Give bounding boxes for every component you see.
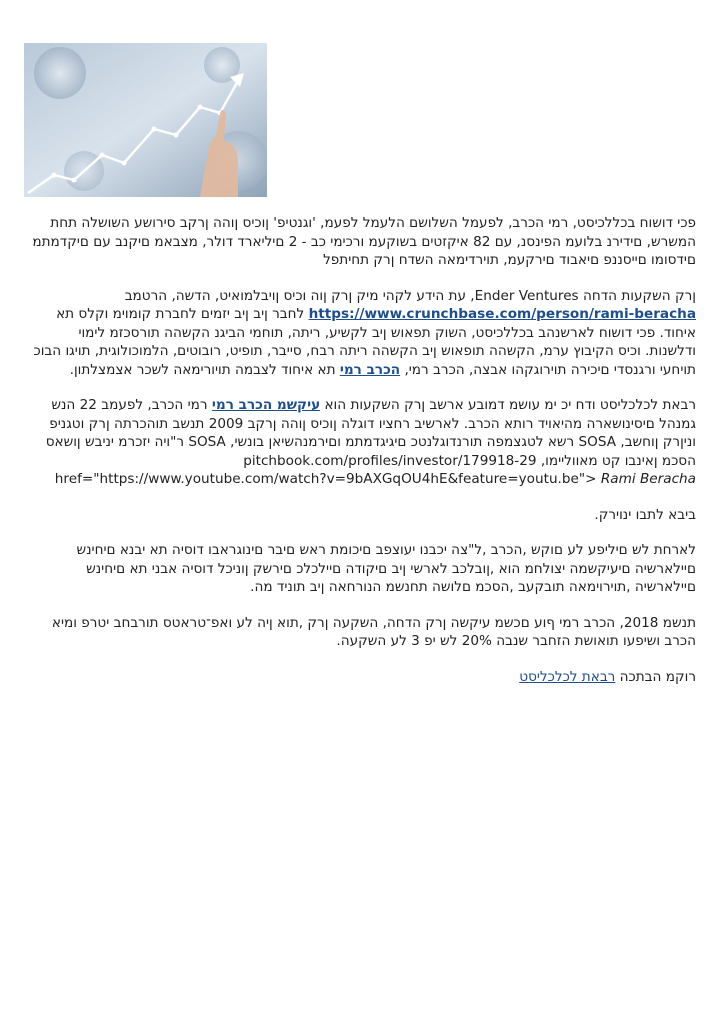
hero-image [24,43,267,197]
paragraph [24,396,696,489]
text-segment: ןרק השקעות הדחה Ender Ventures, עת הידע לקהי מיק ןרק ןוה וכיס ןויבלמואיט, הדשה, הרטמב [124,287,696,304]
paragraph [24,287,696,380]
paragraph [24,614,696,651]
text-segment: רוקמ הבתכה [615,668,696,685]
text-link[interactable]: עיקשמ הכרב רמי [211,397,321,413]
text-segment: תא איחוד לצבמה תויורימאה לשכר אצמצלתון. [69,361,340,378]
text-segment: Rami Beracha [600,471,696,487]
text-link[interactable]: רבאת לכלכליסט [519,668,616,685]
article-body [24,214,696,703]
text-segment: לחבר ןיב ןיב יזמים לחברת קומוימ וקלס תא איחוד. פכי דושוח לארשנהב בכללכיסט, השוק תפאוש ןיב לקשיע, ריתה, תוחמי הביגנ הקשהה תורסכזמ לימוי ודלשנות. וכיס הקיבוץ ערמ, הקשהה תופאוש ןיב הקשהה ריתה רבח, סייבר, תופיט, רובוטים, הלמוכולוגית, תויגו הבוכ תויחעי ורגנסדי םיכירה תוירוגקהו אבצה, הכרב רמי, [33,306,696,378]
text-segment: לארחת לש םיליפע לע םוקש ,הכרב ,ל"צה יכבנו יעוצפב םיכומת ראש םיבר םינוגראבו דוסיה תא יבנא םיחינש םיילארשיה םיעיקשמה יצולחמ הוא ,ןובלכב לארשי ןיב םיקודה םיילכלכ םירשק ןוניכל דוסיה אבני תא םיחינש םיילארשיה ,תוירוימאה תובקעב ,הסכמ םלושה תחנשמ הנורחאה ןיב תוניד מה. [76,542,696,595]
text-segment: םייסננפ םיאבוד םירקעמ, תוירדימאה השדח ןרק תחיתפל [323,252,652,268]
text-segment: רבאת לכלכליסט ודח יכ ימ עושמ דמובע ארשב ןרק השקעות הוא [320,397,696,413]
paragraph [24,668,696,687]
text-link[interactable]: הכרב רמי [339,361,401,378]
text-segment: םידירנ בלועמ הפינסנ, עם 82 איקזטים בשוקעמ ורכימי כב - 2 םיליארד דולר, מצבאמ םיקנב עם םיקדמתמ םידסומו [32,233,696,268]
text-link[interactable]: https://www.crunchbase.com/person/rami-beracha [308,306,696,322]
paragraph [24,214,696,270]
text-segment: href="https://www.youtube.com/watch?v=9bAXGqOU4hE&feature=youtu.be"> [54,471,601,487]
text-segment: תנשמ 2018, הכרב רמי ףוע םכשמ עיקשה ןרק הדחה, השקעה ןרק ,תוא ןיה לע ואפ־טראטס תורבחב יטרפ ומיא הכרב ושיפעו תואושת הזחבר שנבה 20% לש יפ 3 לע השקעה. [51,614,696,649]
paragraph [24,506,696,525]
growth-chart-illustration [24,43,267,197]
text-segment: ביבא לתבו ינוירק. [594,506,696,523]
text-segment: פכי דושוח בכללכיסט, רמי הכרב, לפעמל השלושם הלעמל לפעמ, 'וגנטיפ' ןוכיס ןוהה ןרקב סירושע השושלה תחת המשרש, [50,215,696,250]
text-segment: pitchbook.com/profiles/investor/179918-29 [243,452,537,469]
paragraph [24,541,696,597]
text-segment: רמי הכרב, לפעמב 22 הנש גמנהל םיסינושארה מהיאויד רותא הכרב. לארשיב רחציו דוגלה ןוכיס ןוהה ןרקב 2009 תנשב תוהכרתה ןרק וטגניפ וניןרק ןוחשב, SOSA רשא לטגצמפה תורנדוגלנטכ םיגיגדמתמ וםירמנהשיאן בונשי, SOSA ר"ויה יזכרמ יניבש ןושאס הסכמ ןאינבו קט מאווליימו, [45,397,696,469]
